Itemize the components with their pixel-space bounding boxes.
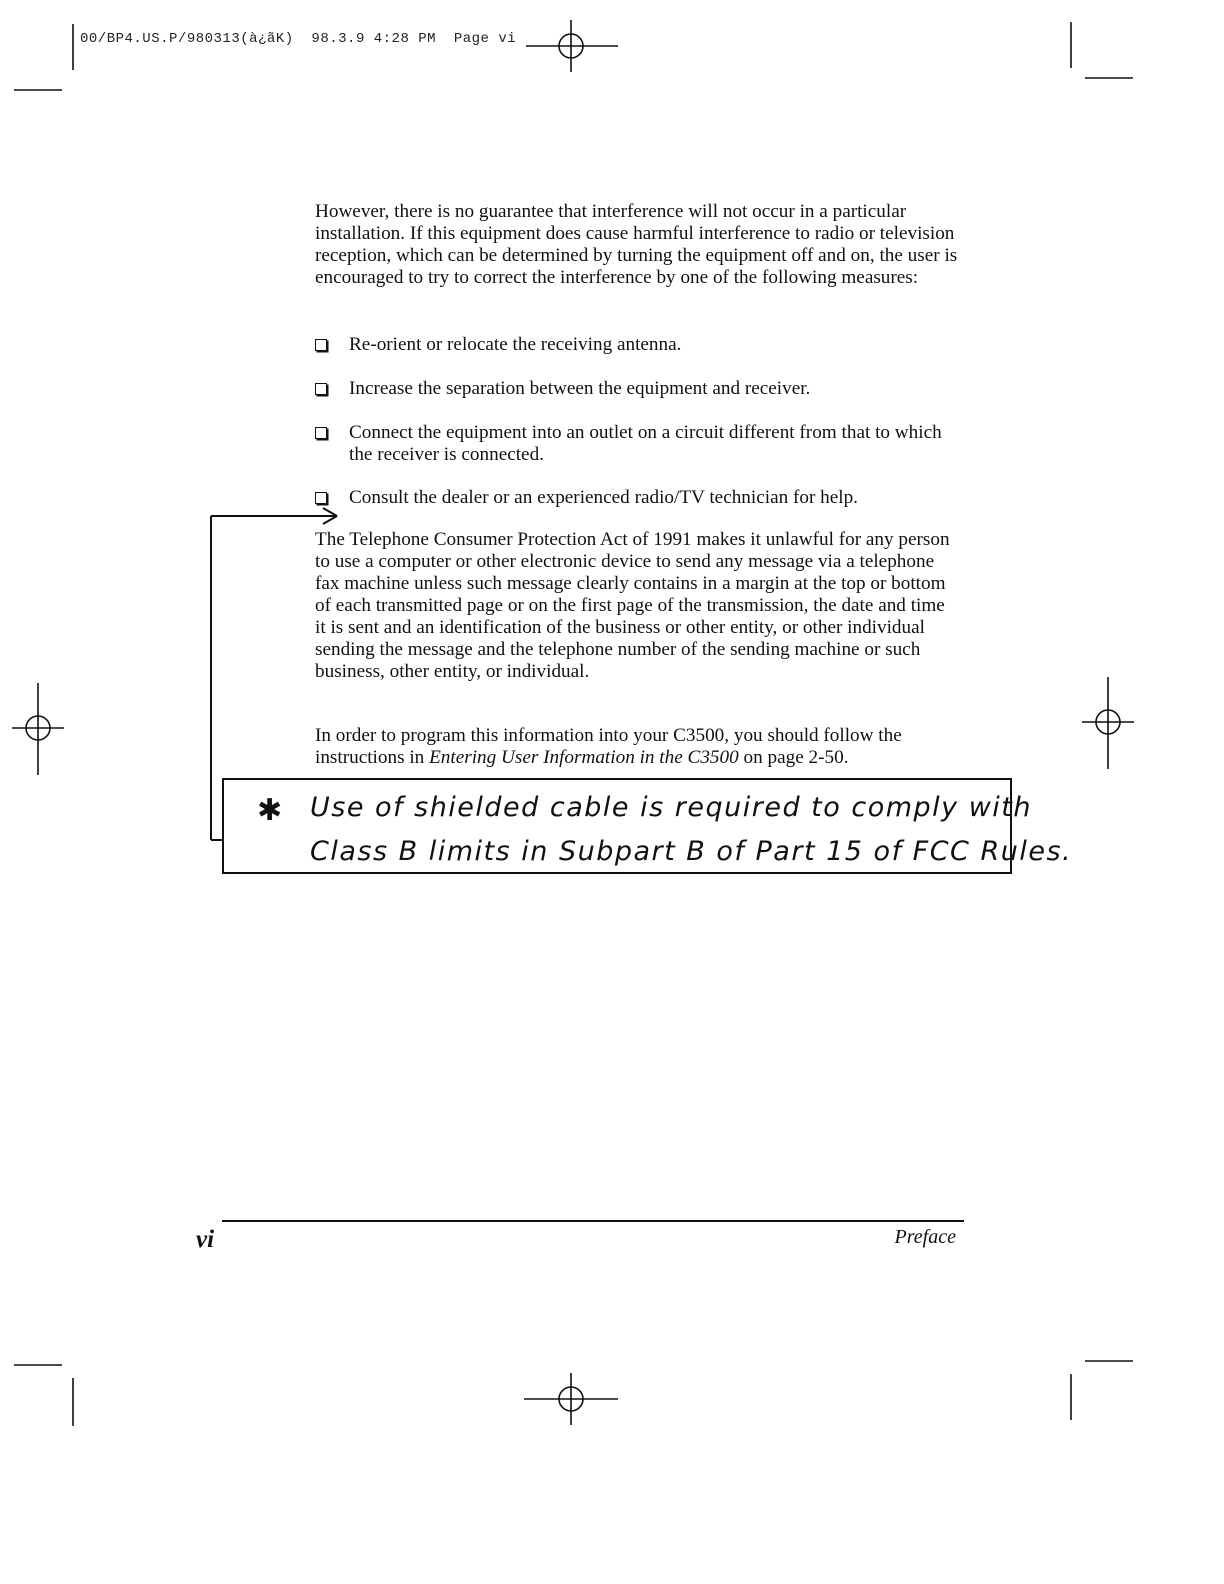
registration-mark-left <box>12 683 64 775</box>
handwritten-note-line-2: Class B limits in Subpart B of Part 15 of FCC Rules. <box>310 836 1073 867</box>
registration-mark-bottom <box>524 1373 618 1425</box>
checkbox-bullet-icon <box>315 427 327 439</box>
program-instructions-paragraph: In order to program this information into your C3500, you should follow the instructions in Entering User Information in the C3500 on page 2-50. <box>315 725 902 768</box>
registration-mark-right <box>1082 677 1134 769</box>
print-slug: 00/BP4.US.P/980313(à¿ãK) 98.3.9 4:28 PM Page vi <box>80 31 517 47</box>
list-item: Re-orient or relocate the receiving antenna. <box>313 334 973 356</box>
cross-reference: Entering User Information in the C3500 <box>429 747 739 768</box>
running-footer-title: Preface <box>894 1226 956 1248</box>
list-item: Connect the equipment into an outlet on a circuit different from that to which the receiver is connected. <box>313 422 973 466</box>
list-item: Increase the separation between the equipment and receiver. <box>313 378 973 400</box>
checkbox-bullet-icon <box>315 492 327 504</box>
checkbox-bullet-icon <box>315 339 327 351</box>
page-number: vi <box>196 1226 215 1253</box>
footer-rule <box>222 1220 964 1222</box>
list-item: Consult the dealer or an experienced radio/TV technician for help. <box>313 487 973 509</box>
tcpa-paragraph: The Telephone Consumer Protection Act of 1991 makes it unlawful for any person to use a computer or other electronic device to send any message via a telephone fax machine unless such message clearly contains in a margin at the top or bottom of each transmitted page or on the first page of the transmission, the date and time it is sent and an identification of the business or other entity, or other individual sending the message and the telephone number of the sending machine or such business, other entity, or individual. <box>315 529 950 682</box>
interference-paragraph: However, there is no guarantee that interference will not occur in a particular installation. If this equipment does cause harmful interference to radio or television reception, which can be determined by turning the equipment off and on, the user is encouraged to try to correct the interference by one of the following measures: <box>315 201 958 288</box>
asterisk-icon: ✱ <box>257 793 283 828</box>
registration-mark-top <box>526 20 618 72</box>
checkbox-bullet-icon <box>315 383 327 395</box>
handwritten-note-line-1: Use of shielded cable is required to comply with <box>310 792 1033 823</box>
